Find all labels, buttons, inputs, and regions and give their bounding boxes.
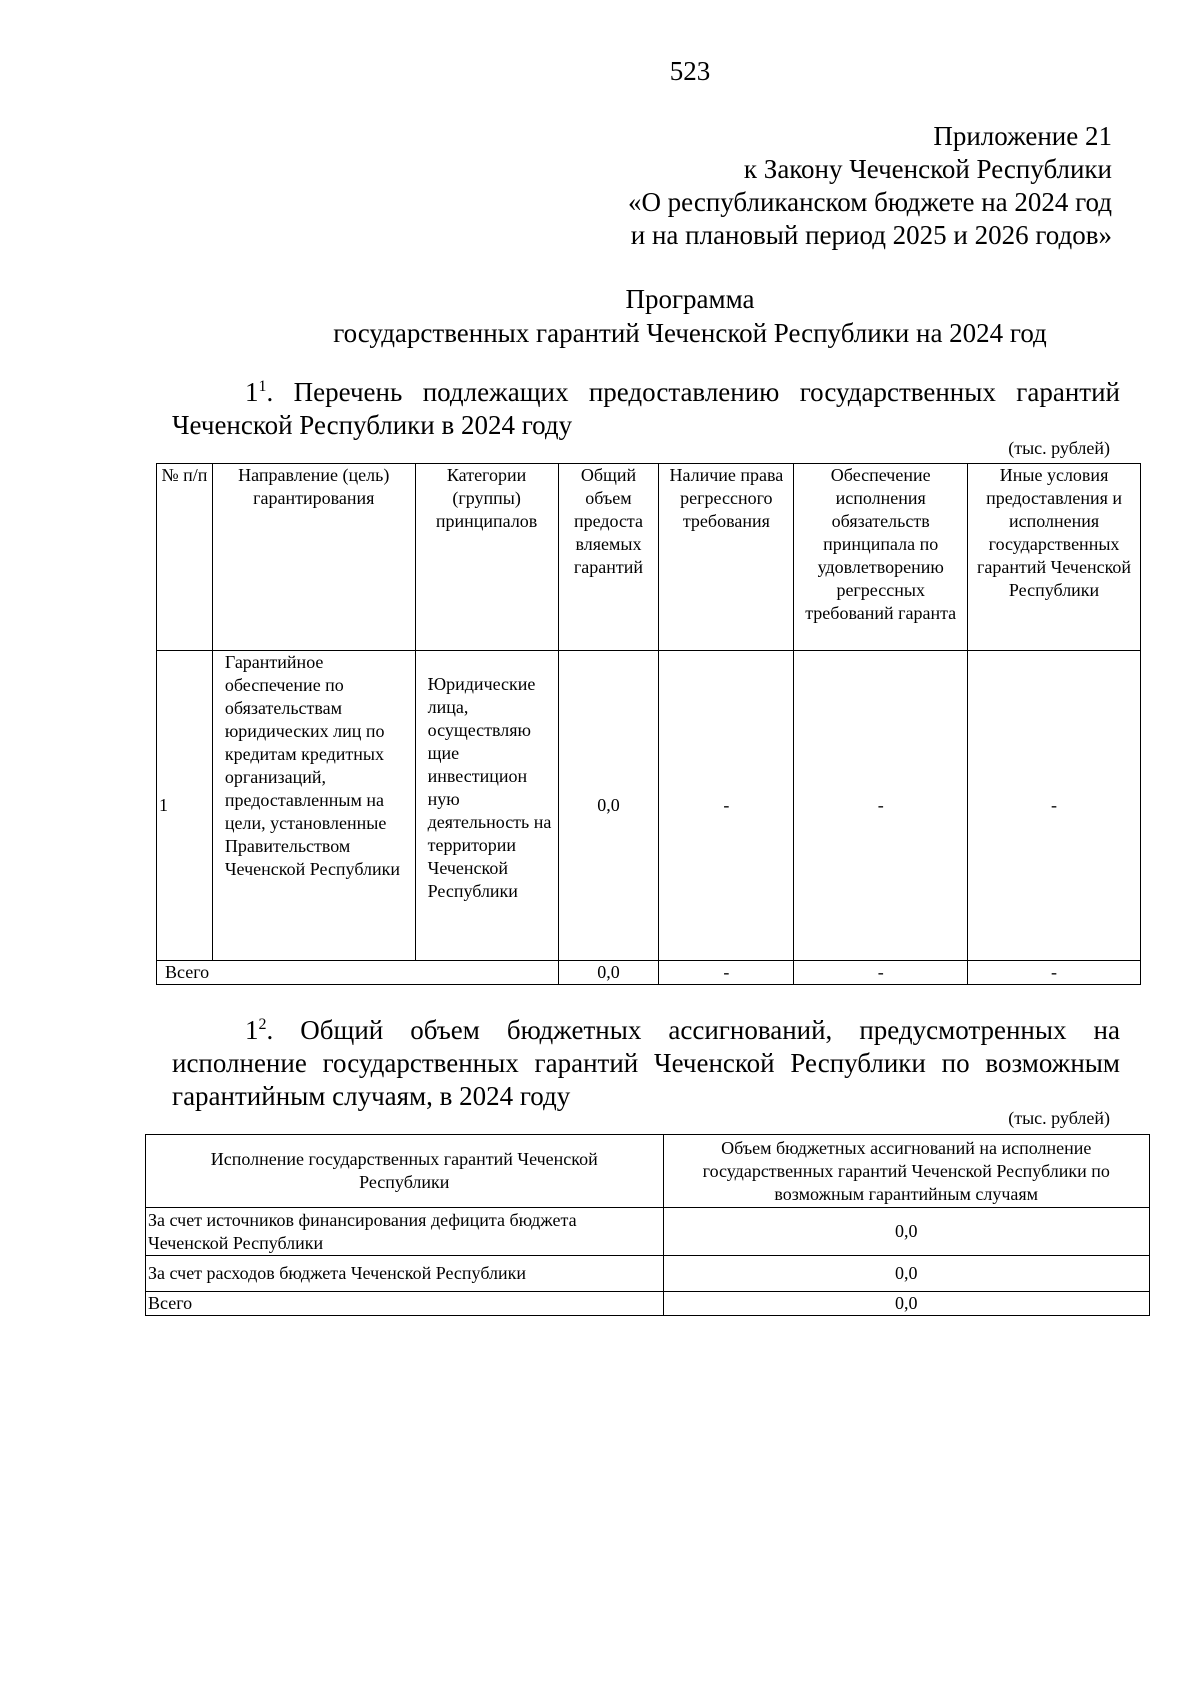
- title-line: Программа: [625, 284, 755, 314]
- header-cell: Иные условия предоставления и исполнения государственных гарантий Чеченской Республики: [968, 464, 1141, 651]
- table-header-row: [146, 1135, 1150, 1208]
- appendix-line: Приложение 21: [933, 121, 1112, 151]
- appropriations-table: [145, 1134, 1150, 1316]
- total-regress: -: [659, 961, 794, 985]
- table-row: [146, 1256, 1150, 1292]
- row-label: За счет расходов бюджета Чеченской Республики: [146, 1256, 664, 1292]
- total-label: Всего: [157, 961, 559, 985]
- total-other: -: [968, 961, 1141, 985]
- units-label: (тыс. рублей): [1008, 438, 1110, 458]
- section-2-heading: [172, 1008, 1120, 1113]
- header-cell: Категории (группы) принципалов: [415, 464, 558, 651]
- row-label: За счет источников финансирования дефицита бюджета Чеченской Республики: [146, 1208, 664, 1256]
- guarantees-table: [156, 463, 1141, 985]
- appendix-reference: [628, 120, 1112, 252]
- total-row: [157, 961, 1141, 985]
- header-cell: Обеспечение исполнения обязательств принципала по удовлетворению регрессных требований гаранта: [794, 464, 968, 651]
- total-row: [146, 1292, 1150, 1316]
- header-cell: Общий объем предоста вляемых гарантий: [558, 464, 659, 651]
- table-row: [146, 1208, 1150, 1256]
- total-volume: 0,0: [558, 961, 659, 985]
- table-header-row: [157, 464, 1141, 651]
- header-cell: № п/п: [157, 464, 213, 651]
- appendix-line: «О республиканском бюджете на 2024 год: [627, 187, 1112, 217]
- table-row: [157, 651, 1141, 961]
- appendix-line: к Закону Чеченской Республики: [743, 154, 1112, 184]
- section-number: 1: [245, 1015, 259, 1045]
- section-superscript: 2: [258, 1016, 267, 1033]
- header-cell: Наличие права регрессного требования: [659, 464, 794, 651]
- volume-cell: 0,0: [558, 651, 659, 961]
- direction-cell: Гарантийное обеспечение по обязательствам юридических лиц по кредитам кредитных организаций, предоставленным на цели, установленные Правительством Чеченской Республики: [212, 651, 415, 961]
- header-cell: Исполнение государственных гарантий Чеченской Республики: [146, 1135, 664, 1208]
- row-value: 0,0: [663, 1292, 1149, 1316]
- row-value: 0,0: [663, 1208, 1149, 1256]
- appendix-line: и на плановый период 2025 и 2026 годов»: [630, 220, 1112, 250]
- title-line: государственных гарантий Чеченской Республики на 2024 год: [333, 318, 1047, 348]
- security-cell: -: [794, 651, 968, 961]
- section-text: . Перечень подлежащих предоставлению государственных гарантий Чеченской Республики в 2024 году: [172, 377, 1120, 440]
- other-conditions-cell: -: [968, 651, 1141, 961]
- regress-cell: -: [659, 651, 794, 961]
- header-cell: Объем бюджетных ассигнований на исполнение государственных гарантий Чеченской Республики по возможным гарантийным случаям: [663, 1135, 1149, 1208]
- category-cell: Юридические лица, осуществляю щие инвестицион ную деятельность на территории Чеченской Республики: [415, 651, 558, 961]
- total-security: -: [794, 961, 968, 985]
- row-value: 0,0: [663, 1256, 1149, 1292]
- section-superscript: 1: [258, 378, 267, 395]
- section-number: 1: [245, 377, 259, 407]
- document-title: [0, 282, 1200, 350]
- section-text: . Общий объем бюджетных ассигнований, предусмотренных на исполнение государственных гарантий Чеченской Республики по возможным гарантийным случаям, в 2024 году: [172, 1015, 1120, 1111]
- row-number: 1: [157, 651, 213, 961]
- section-1-heading: [172, 370, 1120, 442]
- page-number: 523: [669, 56, 711, 86]
- row-label: Всего: [146, 1292, 664, 1316]
- units-label: (тыс. рублей): [1008, 1108, 1110, 1128]
- header-cell: Направление (цель) гарантирования: [212, 464, 415, 651]
